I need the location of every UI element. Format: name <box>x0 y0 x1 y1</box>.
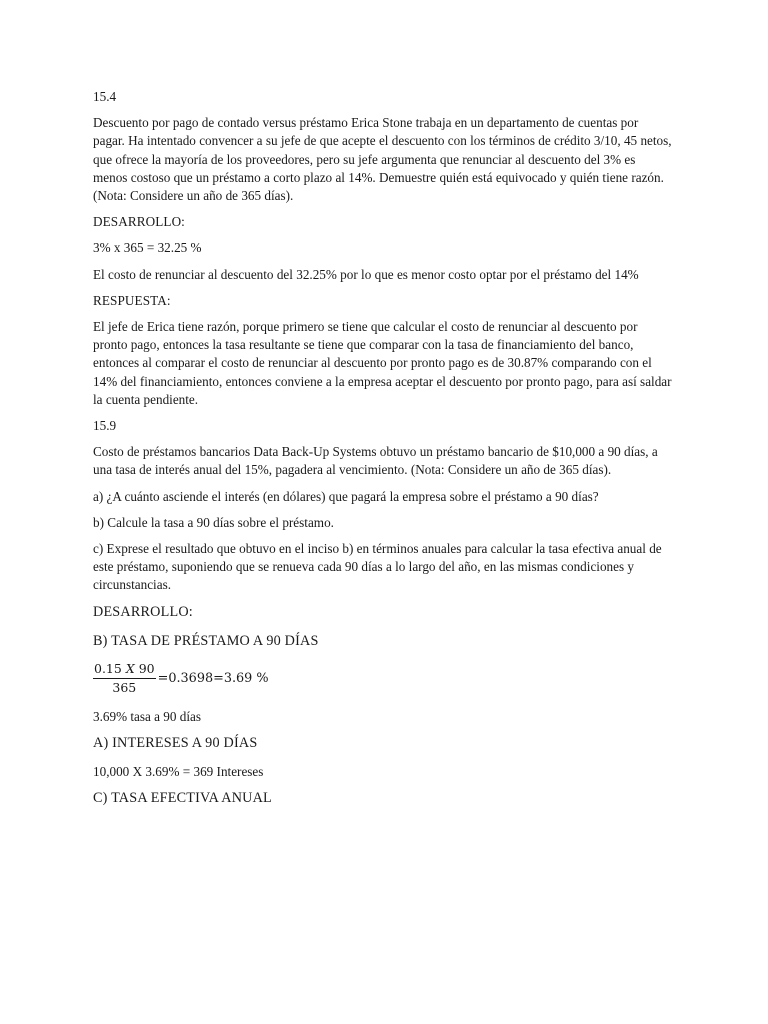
development-text-15-4: El costo de renunciar al descuento del 32.25% por lo que es menor costo optar por el préstamo del 14% <box>93 266 639 282</box>
rate-result: 3.69% tasa a 90 días <box>93 708 202 724</box>
calculation-15-4: 3% x 365 = 32.25 % <box>93 240 202 256</box>
answer-heading-15-4: RESPUESTA: <box>93 292 171 308</box>
development-heading-15-4: DESARROLLO: <box>93 214 185 230</box>
problem-statement-15-4: Descuento por pago de contado versus préstamo Erica Stone trabaja en un departamento de cuentas por pagar. Ha intentado convencer a su jefe de que acepte el descuento con los términos de crédito 3/10, 45 netos, que ofrece la mayoría de los proveedores, pero su jefe argumenta que renunciar al descuento del 3% es menos costoso que un préstamo a corto plazo al 14%. Demuestre quién está equivocado y quién tiene razón. (Nota: Considere un año de 365 días). <box>93 115 672 204</box>
question-a: a) ¿A cuánto asciende el interés (en dólares) que pagará la empresa sobre el préstamo a 90 días? <box>93 488 599 504</box>
interest-calculation: 10,000 X 3.69% = 369 Intereses <box>93 763 264 779</box>
development-heading-15-9: DESARROLLO: <box>93 603 193 620</box>
heading-rate-90-days: B) TASA DE PRÉSTAMO A 90 DÍAS <box>93 632 319 649</box>
formula-fraction <box>93 661 156 696</box>
answer-text-15-4: El jefe de Erica tiene razón, porque primero se tiene que calcular el costo de renunciar al descuento por pronto pago, entonces la tasa resultante se tiene que comparar con la tasa de financiamiento del banco, entonces al comparar el costo de renunciar al descuento por pronto pago es de 30.87% comparando con el 14% del financiamiento, entonces conviene a la empresa aceptar el descuento por pronto pago, para así saldar la cuenta pendiente. <box>93 319 672 407</box>
section-number-15-9: 15.9 <box>93 418 117 434</box>
section-number-15-4: 15.4 <box>93 89 117 104</box>
question-b: b) Calcule la tasa a 90 días sobre el préstamo. <box>93 514 334 530</box>
formula-numerator: 0.15 X 90 <box>93 661 156 679</box>
formula-result: =0.3698=3.69 % <box>157 670 269 686</box>
formula-denominator: 365 <box>112 679 137 695</box>
problem-statement-15-9: Costo de préstamos bancarios Data Back-Up Systems obtuvo un préstamo bancario de $10,000 a 90 días, a una tasa de interés anual del 15%, pagadera al vencimiento. (Nota: Considere un año de 365 días). <box>93 444 658 478</box>
heading-interest-90-days: A) INTERESES A 90 DÍAS <box>93 734 258 751</box>
rate-formula <box>93 661 673 696</box>
question-c: c) Exprese el resultado que obtuvo en el inciso b) en términos anuales para calcular la tasa efectiva anual de este préstamo, suponiendo que se renueva cada 90 días a lo largo del año, en las mismas condiciones y circunstancias. <box>93 541 662 593</box>
heading-effective-annual-rate: C) TASA EFECTIVA ANUAL <box>93 790 272 807</box>
document-page <box>93 88 673 818</box>
